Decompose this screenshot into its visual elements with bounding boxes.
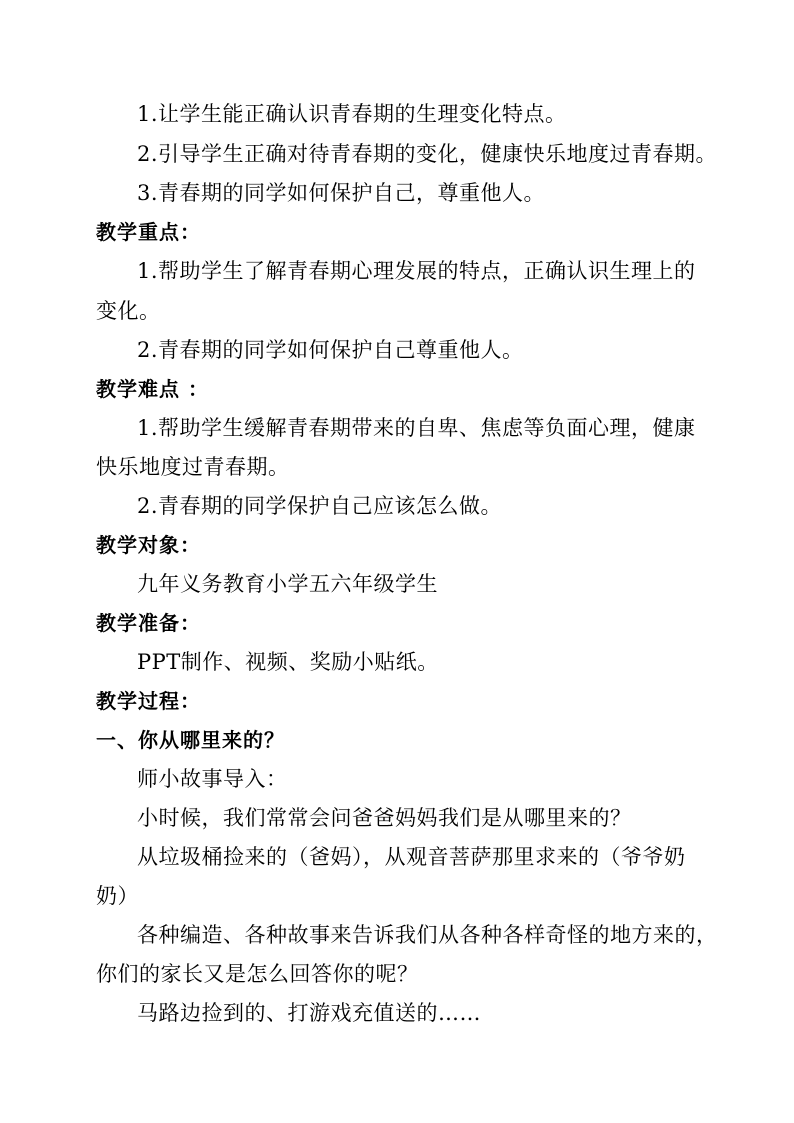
target-heading: 教学对象： <box>96 533 201 557</box>
process-line-5: 各种编造、各种故事来告诉我们从各种各样奇怪的地方来的， <box>137 923 718 947</box>
key-points-heading: 教学重点： <box>96 220 201 244</box>
target-text: 九年义务教育小学五六年级学生 <box>137 572 438 596</box>
key-point-1-line-2: 变化。 <box>96 299 161 323</box>
difficulties-heading: 教学难点 ： <box>96 377 209 401</box>
key-point-1-line-1: 1.帮助学生了解青春期心理发展的特点，正确认识生理上的 <box>137 259 696 283</box>
key-point-2: 2.青春期的同学如何保护自己尊重他人。 <box>137 338 524 362</box>
difficulty-1-line-1: 1.帮助学生缓解青春期带来的自卑、焦虑等负面心理，健康 <box>137 416 696 440</box>
difficulty-2: 2.青春期的同学保护自己应该怎么做。 <box>137 494 503 518</box>
preparation-heading: 教学准备： <box>96 611 201 635</box>
objective-1: 1.让学生能正确认识青春期的生理变化特点。 <box>137 102 567 126</box>
difficulty-1-line-2: 快乐地度过青春期。 <box>96 455 290 479</box>
section-1-title: 一、你从哪里来的？ <box>96 728 285 752</box>
preparation-text: PPT制作、视频、奖励小贴纸。 <box>137 650 439 674</box>
process-line-2: 小时候，我们常常会问爸爸妈妈我们是从哪里来的？ <box>137 806 632 830</box>
objective-3: 3.青春期的同学如何保护自己，尊重他人。 <box>137 181 546 205</box>
process-heading: 教学过程： <box>96 689 201 713</box>
process-line-6: 你们的家长又是怎么回答你的呢？ <box>96 962 419 986</box>
process-line-3: 从垃圾桶捡来的（爸妈），从观音菩萨那里求来的（爷爷奶 <box>137 845 686 869</box>
process-line-7: 马路边捡到的、打游戏充值送的…… <box>137 1001 481 1025</box>
process-line-4: 奶） <box>96 884 139 908</box>
objective-2: 2.引导学生正确对待青春期的变化，健康快乐地度过青春期。 <box>137 142 718 166</box>
process-line-1: 师小故事导入： <box>137 767 288 791</box>
